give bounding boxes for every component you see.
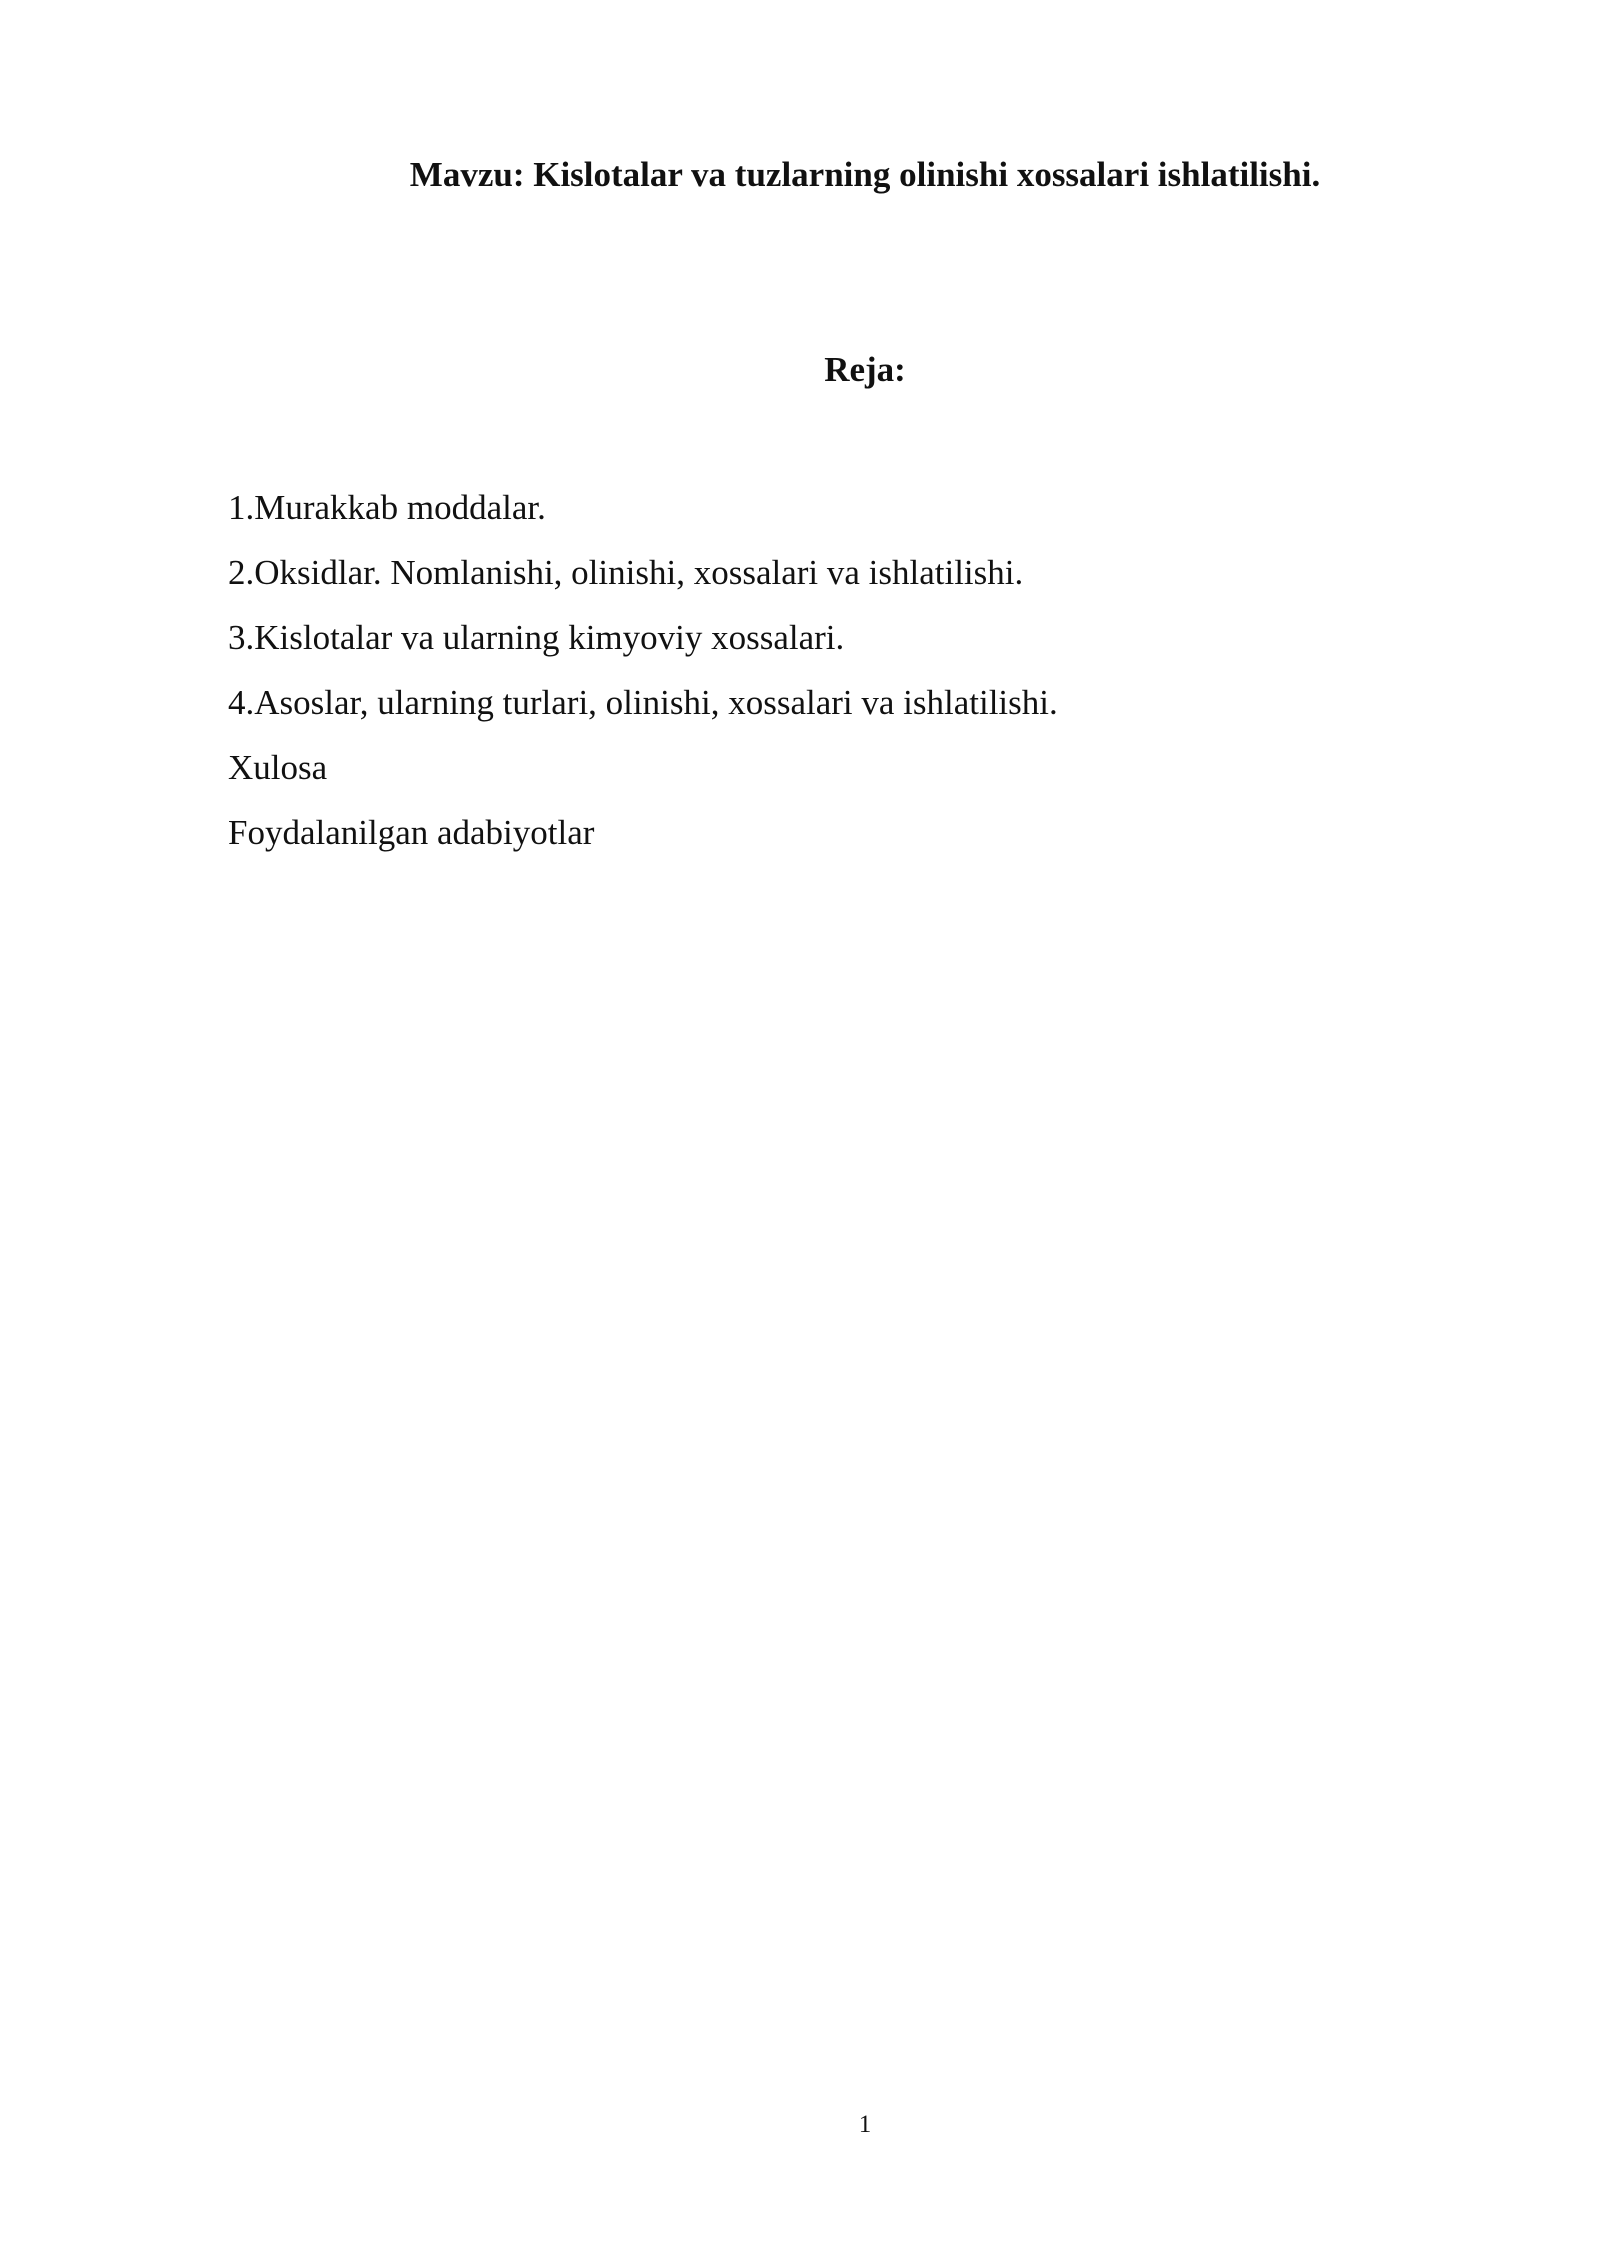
plan-item: Xulosa <box>228 748 328 787</box>
page-number: 1 <box>858 2111 872 2138</box>
plan-list <box>228 475 1378 865</box>
plan-heading: Reja: <box>824 350 906 389</box>
plan-item: 1.Murakkab moddalar. <box>228 488 546 527</box>
plan-item: 3.Kislotalar va ularning kimyoviy xossalari. <box>228 618 845 657</box>
document-title: Mavzu: Kislotalar va tuzlarning olinishi xossalari ishlatilishi. <box>409 155 1321 194</box>
plan-item: Foydalanilgan adabiyotlar <box>228 813 595 852</box>
plan-item: 2.Oksidlar. Nomlanishi, olinishi, xossalari va ishlatilishi. <box>228 553 1024 592</box>
plan-item: 4.Asoslar, ularning turlari, olinishi, xossalari va ishlatilishi. <box>228 683 1058 722</box>
